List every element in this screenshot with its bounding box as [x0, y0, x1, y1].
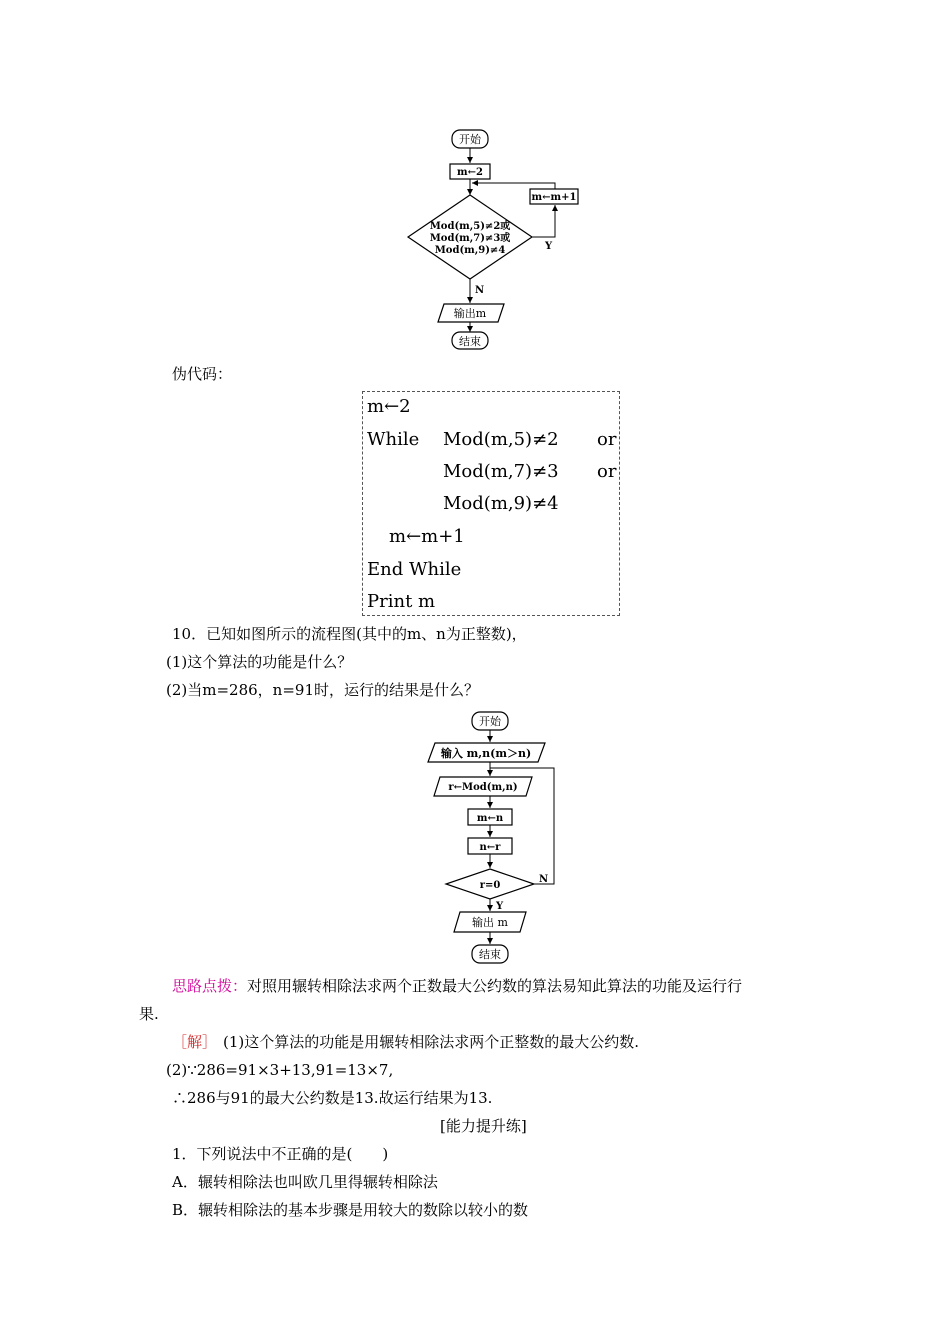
cond-label: r=0 — [479, 880, 501, 891]
init-label: m←2 — [457, 167, 483, 178]
code-cond-2: Mod(m,7)≠3 — [443, 461, 559, 482]
pseudo-code-label: 伪代码： — [172, 365, 233, 383]
hint-label: 思路点拨： — [172, 977, 248, 995]
assign-m-label: m←n — [476, 813, 504, 824]
output-label: 输出 m — [472, 916, 508, 929]
input-label: 输入 m,n(m＞n) — [440, 747, 532, 760]
flowchart-1 — [400, 125, 600, 355]
end-label: 结束 — [479, 948, 501, 961]
pseudo-code-box — [362, 391, 620, 616]
yes-label: Y — [545, 241, 553, 252]
code-print: Print m — [367, 591, 436, 612]
start-label: 开始 — [459, 133, 481, 146]
code-or-2: or — [597, 461, 617, 482]
q10-title: 10．已知如图所示的流程图(其中的m、n为正整数)， — [172, 625, 527, 643]
code-line-init: m←2 — [367, 396, 411, 417]
answer-tag: ［解］ — [172, 1033, 218, 1051]
q10-part-1: (1)这个算法的功能是什么？ — [166, 653, 353, 671]
yes-label: Y — [496, 901, 504, 912]
section-heading: [能力提升练] — [440, 1117, 527, 1135]
q1-title: 1．下列说法中不正确的是( ) — [172, 1145, 389, 1163]
end-label: 结束 — [459, 335, 481, 348]
hint-text: 对照用辗转相除法求两个正数最大公约数的算法易知此算法的功能及运行行 — [247, 977, 743, 995]
answer-line-1 — [172, 1032, 639, 1052]
code-body: m←m+1 — [389, 526, 465, 547]
assign-n-label: n←r — [479, 842, 501, 853]
no-label: N — [475, 285, 485, 296]
q1-option-b: B．辗转相除法的基本步骤是用较大的数除以较小的数 — [172, 1201, 529, 1219]
code-or-1: or — [597, 429, 617, 450]
mod-label: r←Mod(m,n) — [448, 782, 518, 793]
answer-line-3: ∴286与91的最大公约数是13.故运行结果为13. — [172, 1089, 493, 1107]
q1-option-a: A．辗转相除法也叫欧几里得辗转相除法 — [172, 1173, 438, 1191]
start-label: 开始 — [479, 715, 501, 728]
output-label: 输出m — [453, 307, 487, 320]
cond-line-1: Mod(m,5)≠2或 — [429, 221, 511, 232]
code-cond-3: Mod(m,9)≠4 — [443, 493, 559, 514]
q10-part-2: (2)当m=286，n=91时，运行的结果是什么？ — [166, 681, 479, 699]
increment-label: m←m+1 — [531, 192, 577, 203]
hint-line-2: 果. — [139, 1005, 159, 1023]
answer-line-2: (2)∵286=91×3+13,91=13×7, — [166, 1061, 394, 1079]
flowchart-2 — [420, 706, 580, 968]
hint-line-1 — [172, 976, 742, 996]
code-while-keyword: While — [367, 429, 420, 450]
cond-line-2: Mod(m,7)≠3或 — [429, 233, 511, 244]
answer-text-1: (1)这个算法的功能是用辗转相除法求两个正整数的最大公约数. — [223, 1033, 640, 1051]
cond-line-3: Mod(m,9)≠4 — [434, 245, 506, 256]
code-end-while: End While — [367, 559, 462, 580]
no-label: N — [539, 874, 549, 885]
code-cond-1: Mod(m,5)≠2 — [443, 429, 559, 450]
